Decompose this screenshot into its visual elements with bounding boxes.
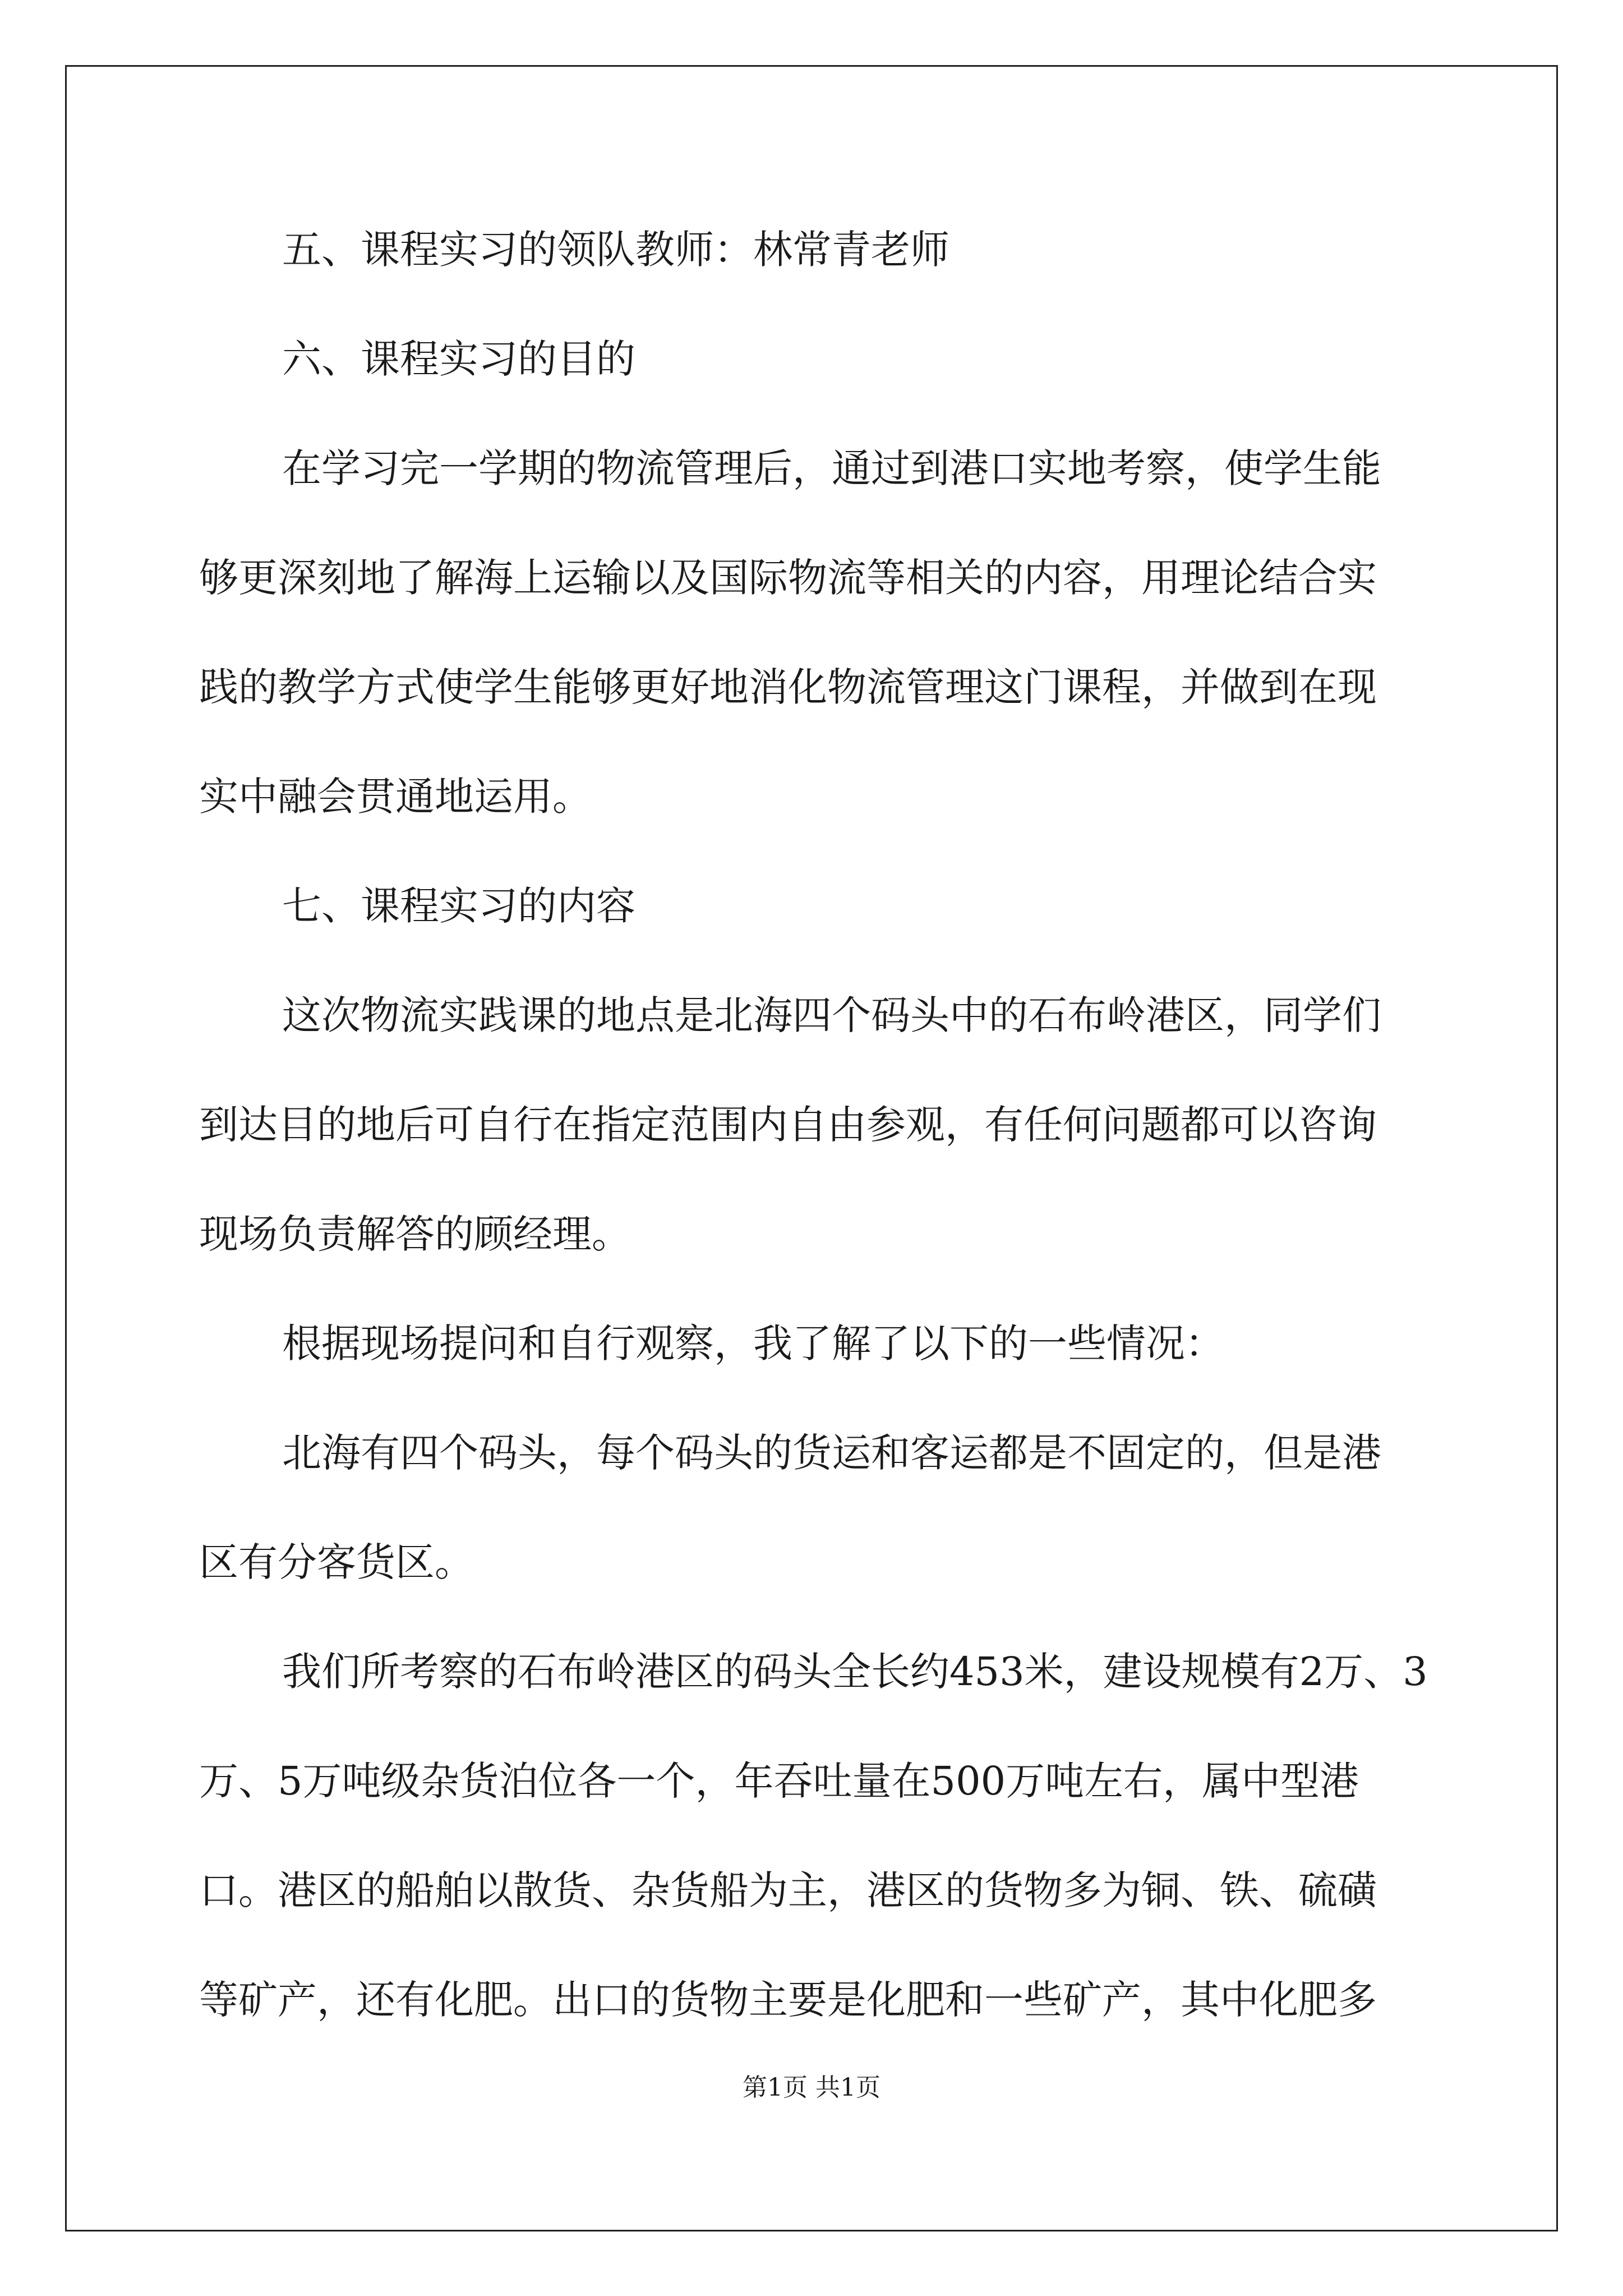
paragraph-line: 六、课程实习的目的 xyxy=(282,336,635,382)
paragraph-line: 区有分客货区。 xyxy=(199,1539,474,1585)
paragraph-line: 到达目的地后可自行在指定范围内自由参观，有任何问题都可以咨询 xyxy=(199,1102,1377,1148)
paragraph-line: 现场负责解答的顾经理。 xyxy=(199,1211,631,1257)
paragraph-line: 践的教学方式使学生能够更好地消化物流管理这门课程，并做到在现 xyxy=(199,664,1377,710)
paragraph-line: 这次物流实践课的地点是北海四个码头中的石布岭港区，同学们 xyxy=(282,992,1381,1038)
paragraph-line: 万、5万吨级杂货泊位各一个，年吞吐量在500万吨左右，属中型港 xyxy=(199,1758,1359,1804)
page-number-footer: 第1页 共1页 xyxy=(743,2073,880,2102)
paragraph-line: 我们所考察的石布岭港区的码头全长约453米，建设规模有2万、3 xyxy=(282,1649,1428,1695)
paragraph-line: 实中融会贯通地运用。 xyxy=(199,774,592,820)
paragraph-line: 在学习完一学期的物流管理后，通过到港口实地考察，使学生能 xyxy=(282,445,1381,491)
paragraph-line: 根据现场提问和自行观察，我了解了以下的一些情况： xyxy=(282,1320,1224,1366)
paragraph-line: 五、课程实习的领队教师：林常青老师 xyxy=(282,227,949,273)
paragraph-line: 北海有四个码头，每个码头的货运和客运都是不固定的，但是港 xyxy=(282,1430,1381,1476)
paragraph-line: 口。港区的船舶以散货、杂货船为主，港区的货物多为铜、铁、硫磺 xyxy=(199,1867,1377,1913)
paragraph-line: 七、课程实习的内容 xyxy=(282,883,635,929)
paragraph-line: 够更深刻地了解海上运输以及国际物流等相关的内容，用理论结合实 xyxy=(199,555,1377,601)
paragraph-line: 等矿产，还有化肥。出口的货物主要是化肥和一些矿产，其中化肥多 xyxy=(199,1977,1377,2023)
